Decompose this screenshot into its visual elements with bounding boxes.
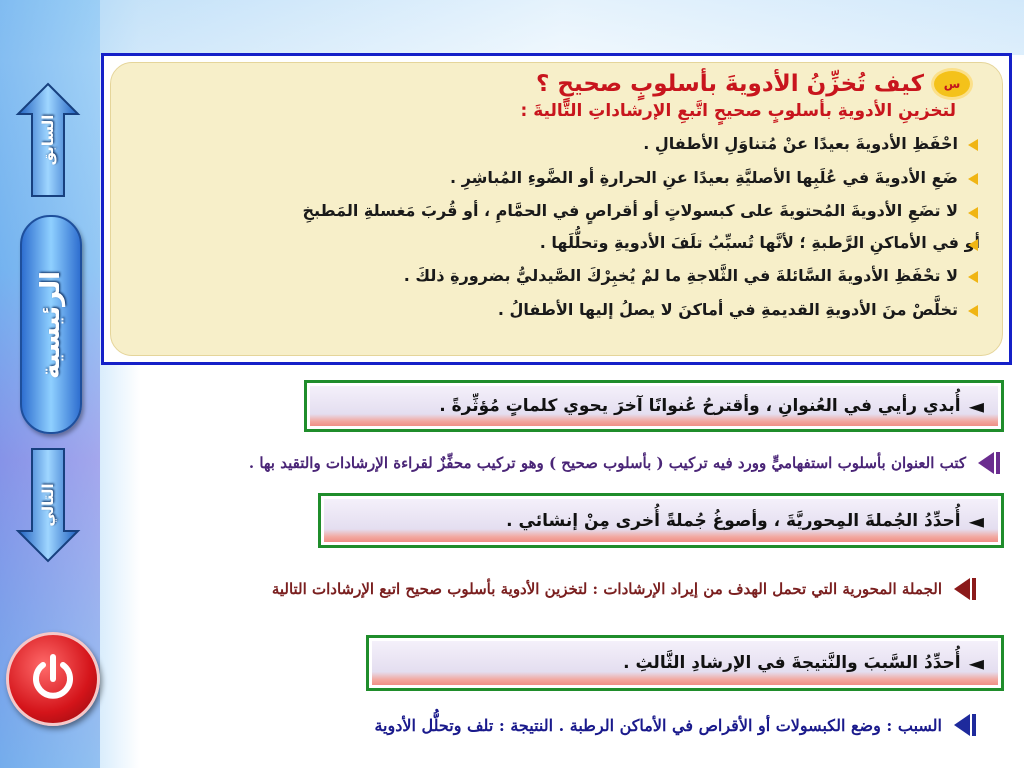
answer-3-text: السبب : وضع الكبسولات أو الأقراص في الأماكن الرطبة . النتيجة : تلف وتحلُّل الأدوية [374, 715, 942, 735]
triangle-bullet-icon [978, 452, 994, 474]
guideline-item-continuation: أو في الأماكنِ الرَّطبةِ ؛ لأنَّها تُسبِّبُ تلَفَ الأدويةِ وتحلُّلَها . [129, 227, 980, 259]
lesson-title-row [129, 71, 970, 97]
question-box-1[interactable] [304, 380, 1004, 432]
question-box-3[interactable] [366, 635, 1004, 691]
question-1-body [310, 386, 998, 426]
previous-label: السابق [39, 114, 57, 166]
next-label: التالي [39, 483, 57, 527]
answer-2 [272, 578, 970, 600]
question-2-body [324, 499, 998, 542]
guideline-item: لا تضَعِ الأدويةَ المُحتويةَ على كبسولاتٍ أو أقراصٍ في الحمَّامِ ، أو قُربَ مَغسلةِ المَطبخِ [129, 195, 980, 227]
question-3-body [372, 641, 998, 685]
triangle-bullet-icon [954, 578, 970, 600]
question-box-2[interactable] [318, 493, 1004, 548]
home-button[interactable] [20, 215, 82, 434]
question-badge-icon: س [934, 71, 970, 97]
header-background [100, 0, 1024, 55]
question-2-text: أُحدِّدُ الجُملةَ المِحوريَّةَ ، وأصوغُ جُملةً أُخرى مِنْ إنشائي . [506, 510, 961, 531]
power-icon [27, 653, 79, 705]
next-button[interactable] [12, 445, 84, 565]
arrow-left-icon: ◄ [968, 651, 984, 675]
answer-1-text: كتب العنوان بأسلوب استفهاميٍّ وورد فيه تركيب ( بأسلوب صحيح ) وهو تركيب محفِّزٌ لقراءة الإرشادات والتقيد بها . [248, 454, 966, 472]
guideline-item: ضَعِ الأدويةَ في عُلَبِها الأصليَّةِ بعيدًا عنِ الحرارةِ أو الضَّوءِ المُباشِرِ . [129, 161, 980, 195]
answer-3 [374, 714, 970, 736]
arrow-left-icon: ◄ [968, 508, 984, 533]
lesson-panel [110, 62, 1003, 356]
previous-button[interactable] [12, 80, 84, 200]
triangle-bullet-icon [954, 714, 970, 736]
question-1-text: أُبدي رأيي في العُنوانِ ، وأقترحُ عُنوانًا آخرَ يحوي كلماتٍ مُؤثِّرةً . [439, 396, 961, 416]
exit-button[interactable] [6, 632, 100, 726]
lesson-panel-frame [101, 53, 1012, 365]
guideline-item: تخلَّصْ منَ الأدويةِ القديمةِ في أماكنَ لا يصلُ إليها الأطفالُ . [129, 293, 980, 327]
guideline-list [129, 127, 980, 327]
answer-2-text: الجملة المحورية التي تحمل الهدف من إيراد الإرشادات : لتخزين الأدوية بأسلوب صحيح اتبع الإرشادات التالية [271, 580, 942, 598]
lesson-title: كيف تُخزِّنُ الأدويةَ بأسلوبٍ صحيحٍ ؟ [536, 71, 924, 97]
home-label: الرئيسية [36, 270, 66, 379]
question-3-text: أُحدِّدُ السَّببَ والنَّتيجةَ في الإرشادِ الثَّالثِ . [623, 653, 961, 673]
guideline-item: احْفَظِ الأدويةَ بعيدًا عنْ مُتناوَلِ الأطفالِ . [129, 127, 980, 161]
answer-1 [249, 452, 994, 474]
guideline-item: لا تحْفَظِ الأدويةَ السَّائلةَ في الثَّلاجةِ ما لمْ يُخبِرْكَ الصَّيدليُّ بضرورةِ ذلكَ . [129, 259, 980, 293]
arrow-left-icon: ◄ [968, 394, 984, 418]
lesson-intro: لتخزينِ الأدويةِ بأسلوبٍ صحيحٍ اتَّبعِ الإرشاداتِ التَّاليةَ : [520, 101, 956, 121]
